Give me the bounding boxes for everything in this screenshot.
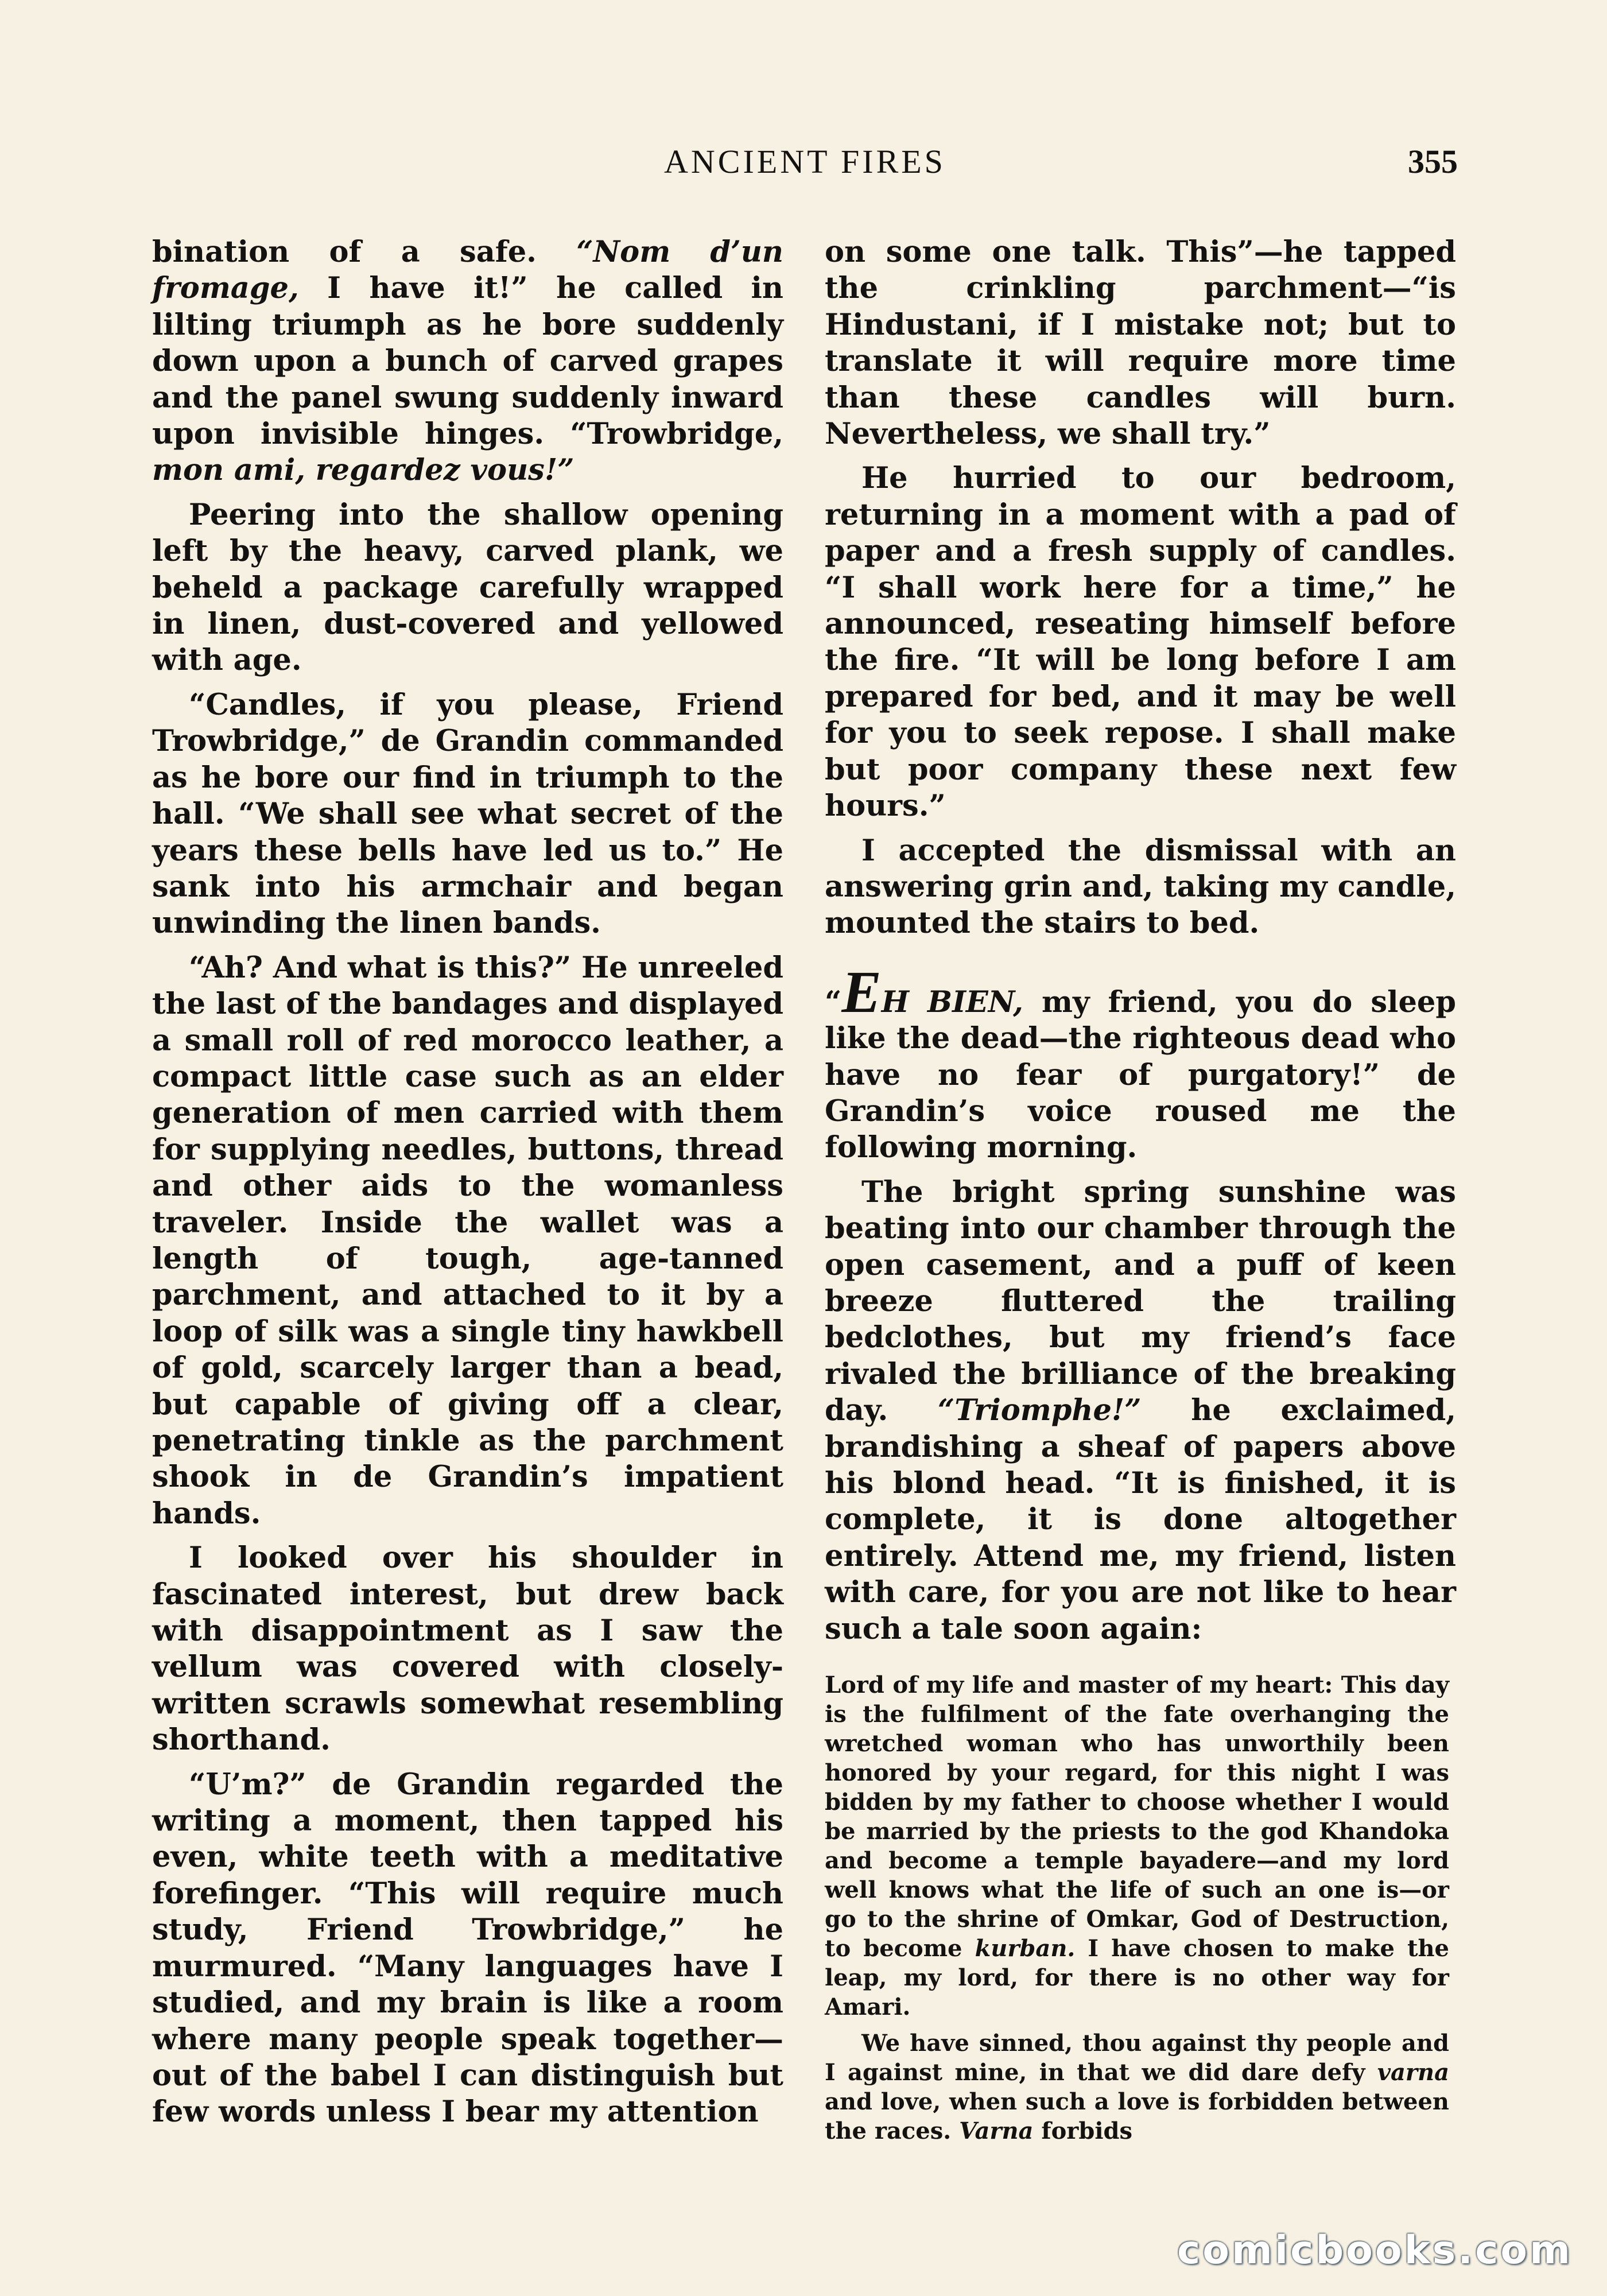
running-title: ANCIENT FIRES: [664, 143, 946, 180]
page-number: 355: [1408, 143, 1458, 180]
body-paragraph: “Ah? And what is this?” He unreeled the last of the bandages and displayed a small roll of red morocco leather, a compact little case such as an elder generation of men carried with them for supplying needles, buttons, thread and other aids to the womanless traveler. Inside the wallet was a length of tough, age-tanned parchment, and attached to it by a loop of silk was a single tiny hawkbell of gold, scarcely larger than a bead, but capable of giving off a clear, penetrating tinkle as the parchment shook in de Grandin’s impatient hands.: [152, 950, 784, 1531]
body-paragraph: Peering into the shallow opening left by the heavy, carved plank, we beheld a package carefully wrapped in linen, dust-covered and yellowed with age.: [152, 497, 783, 678]
body-paragraph: He hurried to our bedroom, returning in a moment with a pad of paper and a fresh supply of candles. “I shall work here for a time,” he announced, reseating himself before the fire. “It will be long before I am prepared for bed, and it may be well for you to seek repose. I shall make but poor company these next few hours.”: [825, 461, 1456, 824]
letter-paragraph: We have sinned, thou against thy people and I against mine, in that we did dare defy varna and love, when such a love is forbidden between the races. Varna forbids: [825, 2030, 1449, 2145]
body-paragraph: I accepted the dismissal with an answering grin and, taking my candle, mounted the stairs to bed.: [825, 833, 1456, 941]
body-paragraph: on some one talk. This”—he tapped the crinkling parchment—“is Hindustani, if I mistake not; but to translate it will require more time than these candles will burn. Nevertheless, we shall try.”: [825, 235, 1456, 452]
drop-cap: E: [841, 959, 882, 1025]
quoted-letter: [825, 1670, 1456, 2146]
running-head: [152, 142, 1458, 188]
letter-paragraph: Lord of my life and master of my heart: This day is the fulfilment of the fate overhanging the wretched woman who has unworthily been honored by your regard, for this night I was bidden by my father to choose whether I would be married by the priests to the god Khandoka and become a temple bayadere—and my lord well knows what the life of such an one is—or go to the shrine of Omkar, God of Destruction, to become kurban. I have chosen to make the leap, my lord, for there is no other way for Amari.: [825, 1671, 1449, 2021]
section-opening-paragraph: “EH BIEN, my friend, you do sleep like the dead—the righteous dead who have no fear of purgatory!” de Grandin’s voice roused me the following morning.: [825, 959, 1456, 1165]
left-text-column: [152, 234, 783, 2139]
watermark-logo: comicbooks.com: [1177, 2228, 1573, 2273]
body-paragraph: “Candles, if you please, Friend Trowbridge,” de Grandin commanded as he bore our find in triumph to the hall. “We shall see what secret of the years these bells have led us to.” He sank into his armchair and began unwinding the linen bands.: [152, 687, 783, 941]
body-paragraph: bination of a safe. “Nom d’un fromage, I have it!” he called in lilting triumph as he bore suddenly down upon a bunch of carved grapes and the panel swung suddenly inward upon invisible hinges. “Trowbridge, mon ami, regardez vous!”: [152, 235, 784, 488]
body-paragraph: I looked over his shoulder in fascinated interest, but drew back with disappointment as I saw the vellum was covered with closely-written scrawls somewhat resembling shorthand.: [152, 1541, 783, 1758]
body-paragraph: The bright spring sunshine was beating into our chamber through the open casement, and a puff of keen breeze fluttered the trailing bedclothes, but my friend’s face rivaled the brilliance of the breaking day. “Triomphe!” he exclaimed, brandishing a sheaf of papers above his blond head. “It is finished, it is complete, it is done altogether entirely. Attend me, my friend, listen with care, for you are not like to hear such a tale soon again:: [825, 1174, 1456, 1646]
body-paragraph: “U’m?” de Grandin regarded the writing a moment, then tapped his even, white teeth with a meditative forefinger. “This will require much study, Friend Trowbridge,” he murmured. “Many languages have I studied, and my brain is like a room where many people speak together— out of the babel I can distinguish but few words unless I bear my attention: [152, 1767, 783, 2130]
right-text-column: [825, 234, 1456, 2152]
